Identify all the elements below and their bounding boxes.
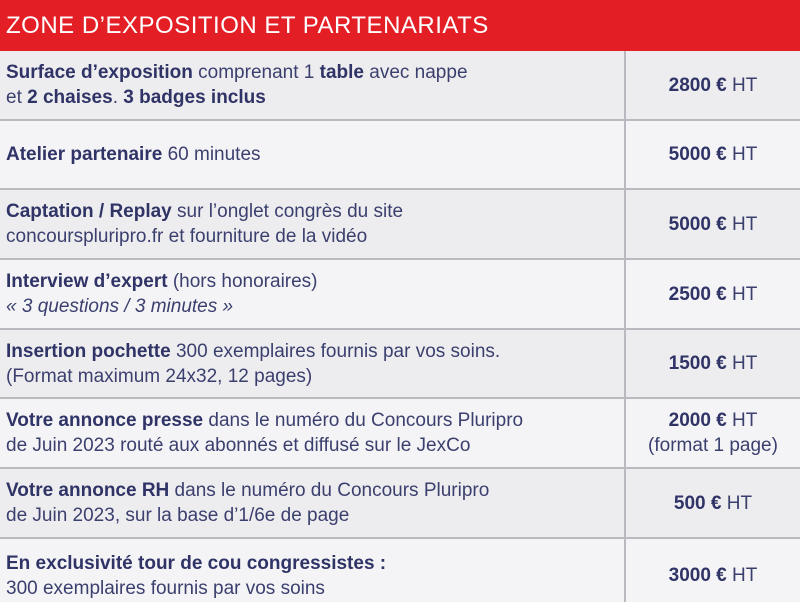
row-description [0,469,626,537]
item-detail: de Juin 2023, sur la base d’1/6e de page [6,505,350,526]
price-value: 1500 € [668,353,727,374]
item-detail: . [112,87,124,108]
description-line-1 [6,199,618,224]
item-highlight: table [319,62,364,83]
description-line-2 [6,224,618,249]
price-unit: HT [726,283,758,305]
price-unit: HT [726,410,758,431]
description-line-1 [6,142,618,167]
row-description [0,330,626,397]
table-row [0,51,800,121]
item-detail: 300 exemplaires fournis par vos soins. [170,340,501,362]
price-value: 5000 € [668,144,727,165]
item-detail: avec nappe [363,62,468,83]
row-description [0,399,626,467]
table-row [0,399,800,469]
price-unit: HT [721,492,753,514]
item-name: Votre annonce RH [6,480,170,501]
item-name: Votre annonce presse [6,410,204,431]
section-title: ZONE D’EXPOSITION ET PARTENARIATS [6,11,489,39]
description-line-2 [6,433,618,458]
offer-table [0,51,800,602]
item-detail: (hors honoraires) [167,271,318,292]
row-description [0,121,626,188]
section-header [0,0,800,51]
row-price [626,330,800,397]
item-quote: « 3 questions / 3 minutes » [6,296,234,317]
row-price [626,469,800,537]
item-detail: dans le numéro du Concours Pluripro [203,410,524,431]
item-name: Surface d’exposition [6,62,193,83]
row-price [626,190,800,258]
item-detail: et [6,87,28,108]
price-value: 500 € [673,492,722,514]
table-row [0,330,800,399]
price-value: 2800 € [668,74,727,96]
item-detail: (Format maximum 24x32, 12 pages) [6,365,313,387]
price-value: 5000 € [668,213,727,235]
table-row [0,121,800,190]
item-name: Atelier partenaire [6,144,163,165]
description-line-2 [6,294,618,319]
price-value: 3000 € [668,565,727,586]
item-detail: 300 exemplaires fournis par vos soins [6,578,325,599]
item-detail: 60 minutes [162,144,261,165]
description-line-1 [6,478,618,503]
row-price [626,399,800,467]
table-row [0,539,800,602]
item-detail: concourspluripro.fr et fourniture de la vidéo [6,226,368,247]
table-row [0,469,800,539]
row-description [0,260,626,328]
row-price [626,121,800,188]
description-line-1 [6,60,618,85]
item-highlight: 2 chaises [27,87,113,108]
price-value: 2000 € [668,410,727,431]
description-line-2 [6,85,618,110]
description-line-1 [6,339,618,364]
description-line-2 [6,503,618,528]
row-description [0,190,626,258]
price-unit: HT [726,353,758,374]
description-line-1 [6,269,618,294]
price-unit: HT [726,74,758,96]
row-price [626,260,800,328]
price-unit: HT [726,565,758,586]
table-row [0,260,800,330]
item-detail: comprenant 1 [192,62,320,83]
item-name: Captation / Replay [6,201,172,222]
row-price [626,51,800,119]
item-highlight: 3 badges inclus [123,87,266,108]
description-line-1 [6,551,618,576]
price-unit: HT [726,213,758,235]
description-line-2 [6,576,618,601]
row-description [0,51,626,119]
price-value: 2500 € [668,283,727,305]
item-detail: dans le numéro du Concours Pluripro [169,480,490,501]
item-detail: de Juin 2023 routé aux abonnés et diffusé sur le JexCo [6,435,471,456]
price-note: (format 1 page) [648,435,778,456]
row-description [0,539,626,602]
item-detail: sur l’onglet congrès du site [171,201,404,222]
table-row [0,190,800,260]
item-name: Insertion pochette [6,340,171,362]
description-line-2 [6,364,618,389]
item-name: En exclusivité tour de cou congressistes : [6,553,387,574]
price-unit: HT [726,144,758,165]
item-name: Interview d’expert [6,271,168,292]
description-line-1 [6,408,618,433]
row-price [626,539,800,602]
